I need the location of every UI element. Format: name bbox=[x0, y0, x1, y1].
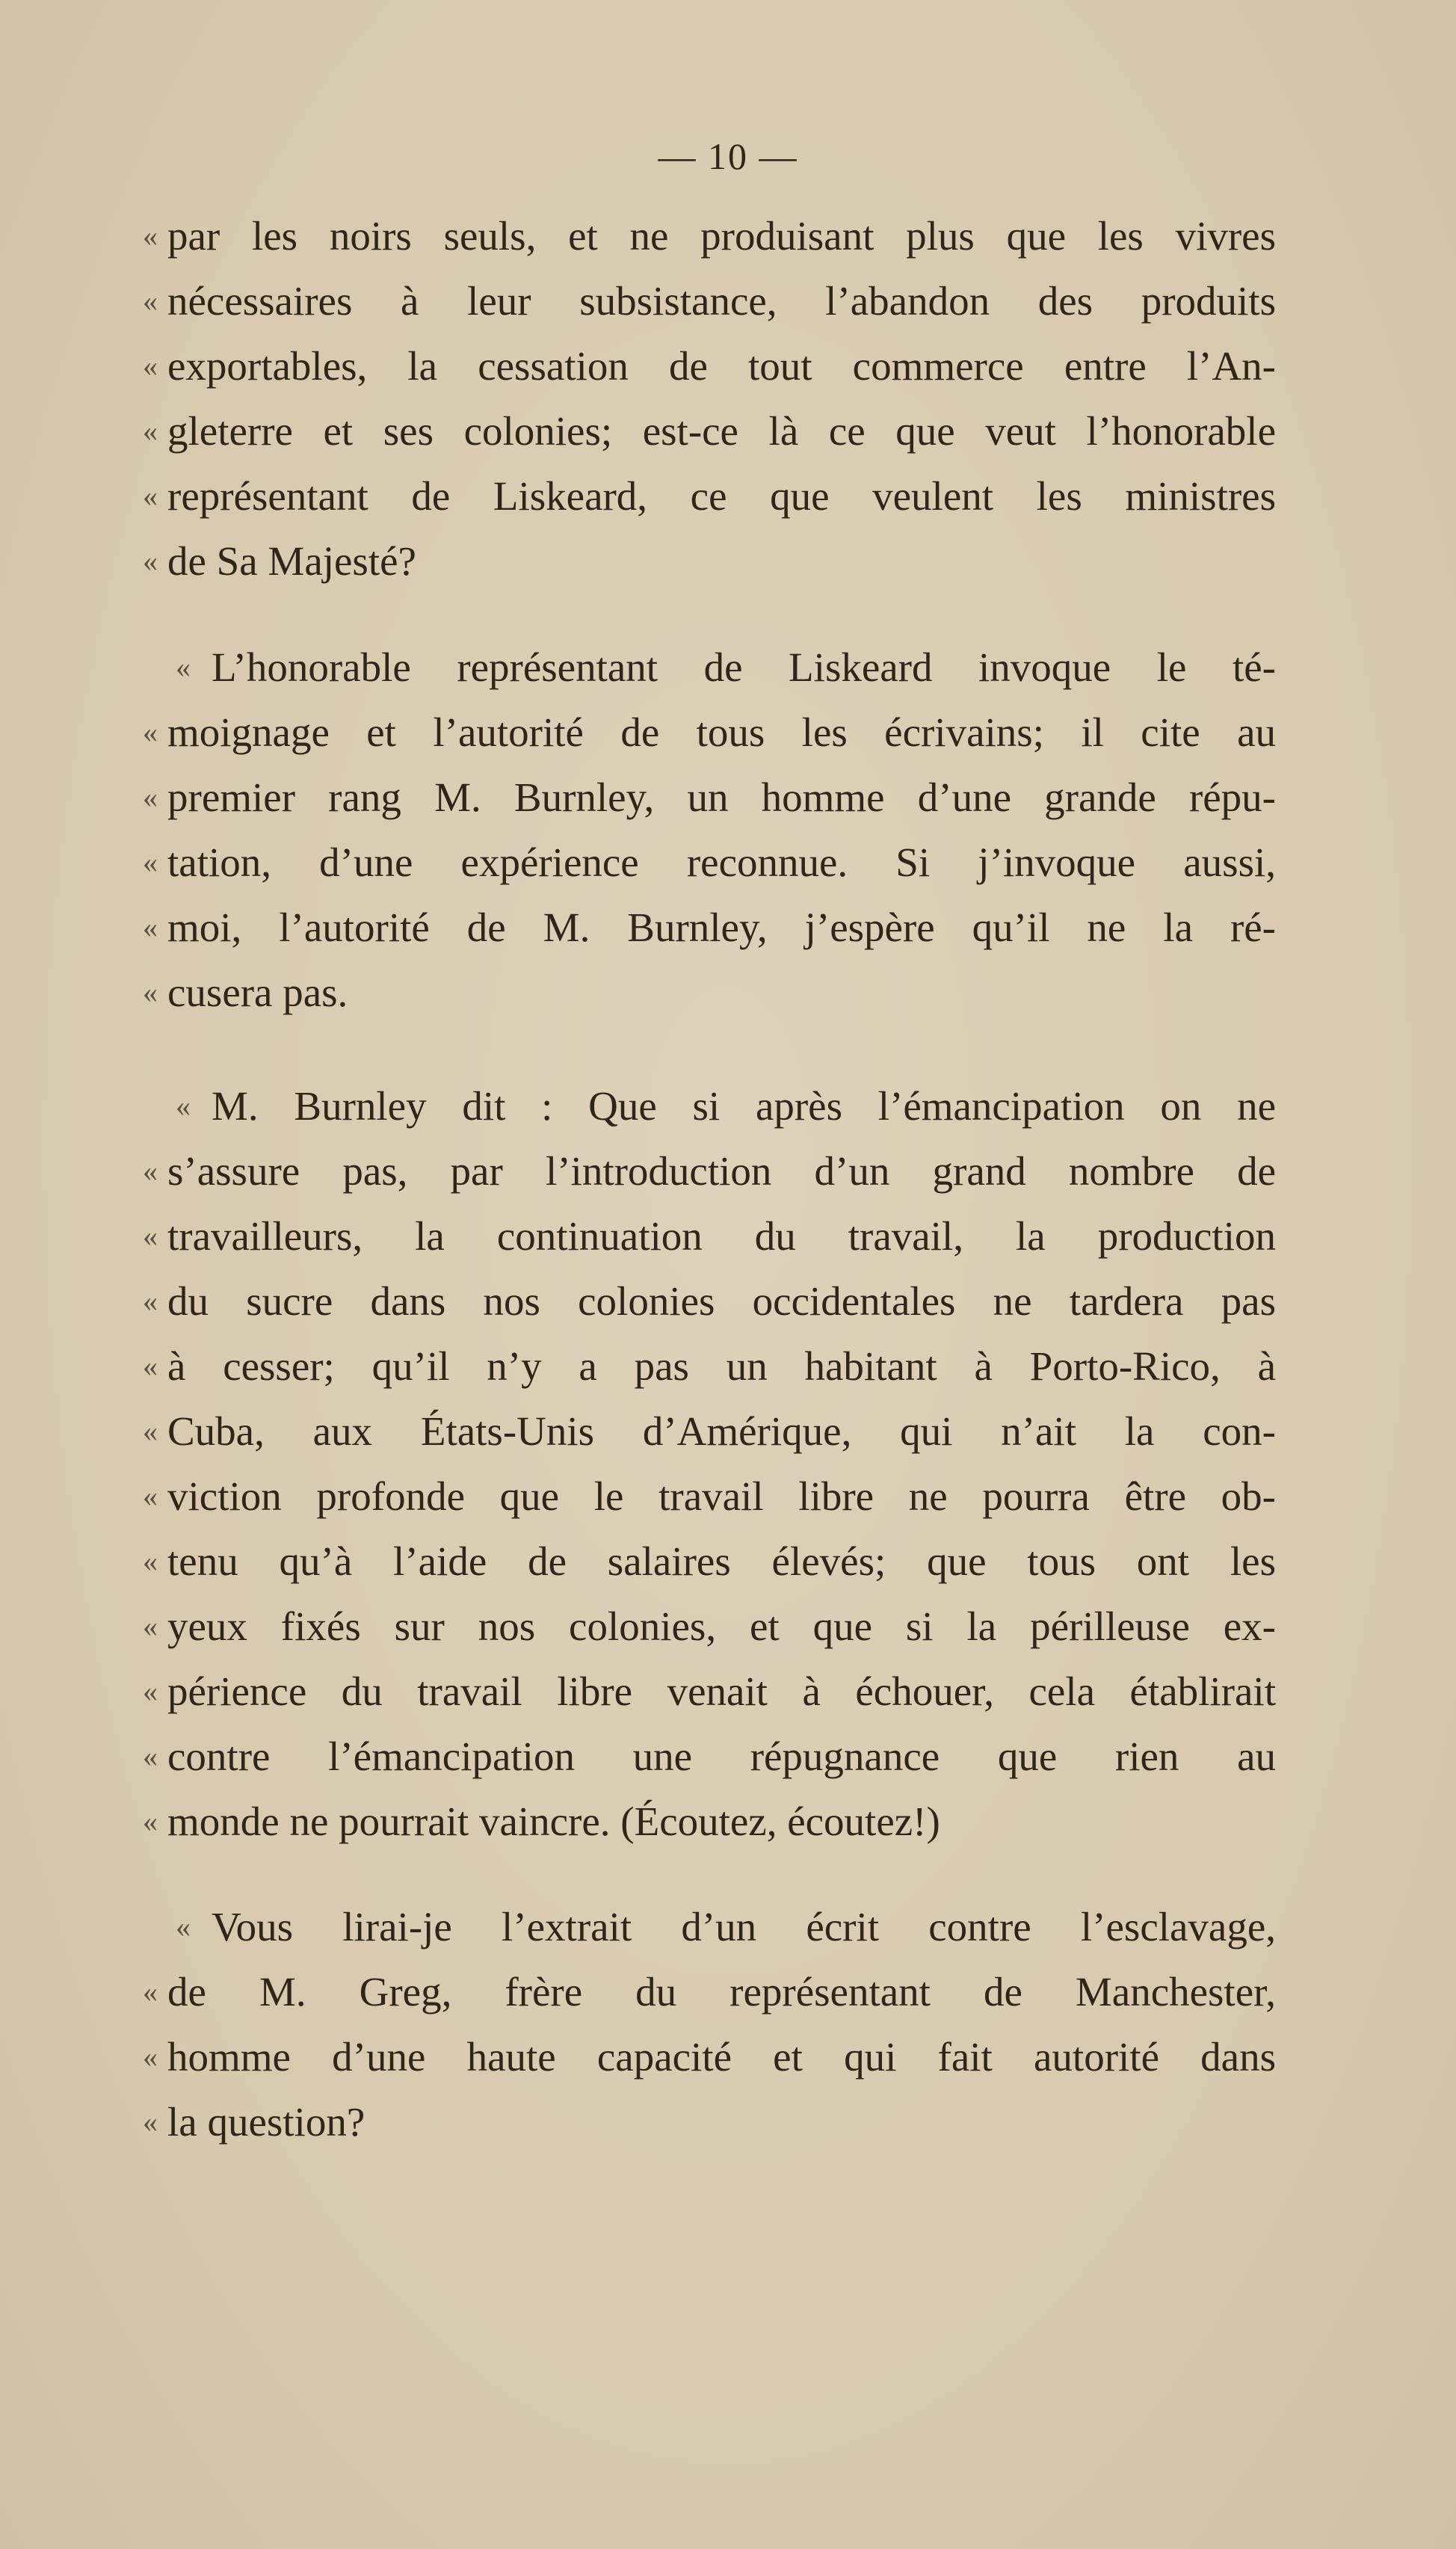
line-text: homme d’une haute capacité et qui fait autorité dans bbox=[167, 2034, 1276, 2080]
text-line bbox=[143, 203, 1276, 268]
guillemet-mark: « bbox=[143, 1349, 158, 1383]
text-line bbox=[143, 2024, 1276, 2089]
text-line bbox=[143, 1269, 1276, 1334]
text-line bbox=[143, 830, 1276, 895]
guillemet-mark: « bbox=[143, 1674, 158, 1708]
text-line bbox=[143, 528, 1276, 594]
line-text: Vous lirai-je l’extrait d’un écrit contre l’esclavage, bbox=[212, 1904, 1276, 1949]
page-number: — 10 — bbox=[658, 135, 798, 177]
text-line bbox=[143, 700, 1276, 765]
text-line bbox=[143, 895, 1276, 960]
line-text: de Sa Majesté? bbox=[167, 538, 416, 584]
guillemet-mark: « bbox=[176, 650, 191, 684]
text-line bbox=[143, 1203, 1276, 1269]
line-text: moignage et l’autorité de tous les écrivains; il cite au bbox=[167, 709, 1276, 755]
guillemet-mark: « bbox=[143, 1544, 158, 1578]
text-line bbox=[143, 1659, 1276, 1724]
guillemet-mark: « bbox=[143, 414, 158, 448]
text-line bbox=[143, 765, 1276, 830]
guillemet-mark: « bbox=[143, 845, 158, 879]
guillemet-mark: « bbox=[143, 1284, 158, 1318]
text-line bbox=[143, 1529, 1276, 1594]
text-line bbox=[143, 635, 1276, 700]
line-text: viction profonde que le travail libre ne pourra être ob- bbox=[167, 1473, 1276, 1519]
line-text: exportables, la cessation de tout commerce entre l’An- bbox=[167, 343, 1276, 389]
guillemet-mark: « bbox=[143, 1609, 158, 1643]
guillemet-mark: « bbox=[143, 544, 158, 578]
line-text: monde ne pourrait vaincre. (Écoutez, écoutez!) bbox=[167, 1799, 940, 1844]
guillemet-mark: « bbox=[143, 1154, 158, 1188]
text-line bbox=[143, 1724, 1276, 1789]
line-text: tenu qu’à l’aide de salaires élevés; que tous ont les bbox=[167, 1538, 1276, 1584]
line-text: de M. Greg, frère du représentant de Manchester, bbox=[167, 1969, 1276, 2015]
text-line bbox=[143, 268, 1276, 333]
line-text: s’assure pas, par l’introduction d’un grand nombre de bbox=[167, 1148, 1276, 1194]
line-text: L’honorable représentant de Liskeard invoque le té- bbox=[212, 644, 1276, 690]
text-line bbox=[143, 1073, 1276, 1138]
line-text: premier rang M. Burnley, un homme d’une grande répu- bbox=[167, 774, 1276, 820]
guillemet-mark: « bbox=[143, 2040, 158, 2074]
guillemet-mark: « bbox=[143, 1219, 158, 1253]
text-line bbox=[143, 2089, 1276, 2154]
line-text: contre l’émancipation une répugnance que rien au bbox=[167, 1733, 1276, 1779]
line-text: par les noirs seuls, et ne produisant plus que les vivres bbox=[167, 213, 1276, 259]
guillemet-mark: « bbox=[143, 975, 158, 1009]
text-line bbox=[143, 1594, 1276, 1659]
line-text: travailleurs, la continuation du travail, la production bbox=[167, 1213, 1276, 1259]
guillemet-mark: « bbox=[143, 715, 158, 749]
paragraph bbox=[143, 203, 1276, 594]
line-text: périence du travail libre venait à échouer, cela établirait bbox=[167, 1668, 1276, 1714]
guillemet-mark: « bbox=[143, 2105, 158, 2139]
guillemet-mark: « bbox=[176, 1089, 191, 1123]
line-text: à cesser; qu’il n’y a pas un habitant à Porto-Rico, à bbox=[167, 1343, 1276, 1389]
guillemet-mark: « bbox=[143, 910, 158, 944]
text-line bbox=[143, 333, 1276, 398]
text-line bbox=[143, 1894, 1276, 1959]
guillemet-mark: « bbox=[143, 284, 158, 318]
line-text: la question? bbox=[167, 2099, 365, 2145]
guillemet-mark: « bbox=[143, 1975, 158, 2009]
text-line bbox=[143, 1464, 1276, 1529]
guillemet-mark: « bbox=[143, 1804, 158, 1838]
guillemet-mark: « bbox=[176, 1910, 191, 1944]
line-text: yeux fixés sur nos colonies, et que si la périlleuse ex- bbox=[167, 1603, 1276, 1649]
guillemet-mark: « bbox=[143, 1739, 158, 1773]
line-text: Cuba, aux États-Unis d’Amérique, qui n’ait la con- bbox=[167, 1408, 1276, 1454]
guillemet-mark: « bbox=[143, 1414, 158, 1448]
paragraph bbox=[143, 635, 1276, 1025]
text-line bbox=[143, 1399, 1276, 1464]
paragraph bbox=[143, 1073, 1276, 1854]
guillemet-mark: « bbox=[143, 349, 158, 383]
line-text: cusera pas. bbox=[167, 970, 348, 1015]
text-line bbox=[143, 1138, 1276, 1203]
text-line bbox=[143, 1334, 1276, 1399]
line-text: nécessaires à leur subsistance, l’abandon des produits bbox=[167, 278, 1276, 324]
line-text: du sucre dans nos colonies occidentales ne tardera pas bbox=[167, 1278, 1276, 1324]
line-text: gleterre et ses colonies; est-ce là ce que veut l’honorable bbox=[167, 408, 1276, 454]
text-line bbox=[143, 463, 1276, 528]
line-text: M. Burnley dit : Que si après l’émancipation on ne bbox=[212, 1083, 1276, 1129]
guillemet-mark: « bbox=[143, 1479, 158, 1513]
text-line bbox=[143, 1789, 1276, 1854]
line-text: moi, l’autorité de M. Burnley, j’espère qu’il ne la ré- bbox=[167, 904, 1276, 950]
guillemet-mark: « bbox=[143, 780, 158, 814]
line-text: représentant de Liskeard, ce que veulent les ministres bbox=[167, 473, 1276, 519]
guillemet-mark: « bbox=[143, 479, 158, 513]
line-text: tation, d’une expérience reconnue. Si j’invoque aussi, bbox=[167, 839, 1276, 885]
paragraph bbox=[143, 1894, 1276, 2154]
text-line bbox=[143, 398, 1276, 463]
text-line bbox=[143, 960, 1276, 1025]
text-line bbox=[143, 1959, 1276, 2024]
guillemet-mark: « bbox=[143, 219, 158, 253]
